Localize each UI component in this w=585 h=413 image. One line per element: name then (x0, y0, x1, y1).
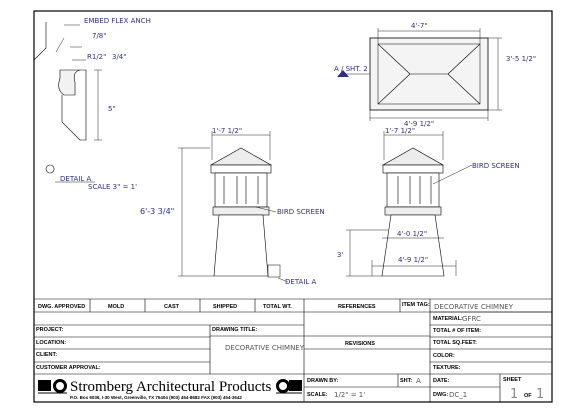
location-label: LOCATION: (36, 340, 67, 346)
texture-label: TEXTURE: (433, 365, 461, 371)
company-address: P.O. Box 6036, I-30 West, Greenville, TX 75404 (903) 454-8682 FAX (903) 454-3642 (70, 395, 242, 400)
side-base-height-dim: 3' (337, 251, 344, 259)
top-base-width-dim: 4'-9 1/2" (404, 120, 435, 128)
front-bird-screen: BIRD SCREEN (277, 208, 325, 216)
drawing-title-label: DRAWING TITLE: (212, 327, 258, 333)
item-tag-value: DECORATIVE CHIMNEY (434, 303, 514, 311)
dwg-value: DC_1 (449, 391, 468, 399)
side-base-width-dim: 4'-9 1/2" (398, 256, 429, 264)
dim-3-4: 3/4" (112, 53, 127, 61)
front-elevation (178, 131, 288, 282)
scale-label: SCALE: (307, 392, 328, 398)
hdr-references: REFERENCES (338, 304, 376, 310)
front-detail-ref: DETAIL A (285, 278, 317, 286)
detail-a-section (34, 22, 102, 182)
drawn-by-label: DRAWN BY: (307, 378, 339, 384)
side-elevation (346, 131, 472, 276)
total-items-label: TOTAL # OF ITEM: (433, 328, 481, 334)
detail-a-scale: SCALE 3" = 1' (88, 183, 138, 191)
color-label: COLOR: (433, 353, 455, 359)
hdr-total-wt: TOTAL WT. (263, 304, 292, 310)
company-name: Stromberg Architectural Products (70, 379, 272, 395)
sheet-label: SHEET (503, 377, 522, 383)
company-logo-right (276, 379, 302, 393)
scale-value: 1/2" = 1' (334, 391, 366, 399)
section-ref: A / SHT. 2 (334, 65, 368, 73)
drawing-title-value: DECORATIVE CHIMNEY (225, 344, 305, 352)
detail-a-title: DETAIL A (60, 175, 92, 183)
company-logo-left (38, 379, 67, 393)
dim-7-8: 7/8" (92, 32, 107, 40)
material-value: GFRC (462, 315, 481, 323)
project-label: PROJECT: (36, 327, 64, 333)
hdr-cast: CAST (164, 304, 179, 310)
of-label: OF (524, 393, 532, 399)
dwg-label: DWG: (433, 392, 449, 398)
total-sqft-label: TOTAL SQ.FEET: (433, 340, 478, 346)
hdr-dwg-approved: DWG. APPROVED (38, 304, 86, 310)
top-depth-dim: 3'-5 1/2" (506, 55, 537, 63)
top-view (337, 28, 502, 121)
hdr-revisions: REVISIONS (345, 341, 375, 347)
side-bird-screen: BIRD SCREEN (472, 162, 520, 170)
dim-r1-2: R1/2" (87, 53, 107, 61)
sheet-number: 1 (510, 387, 519, 402)
client-label: CLIENT: (36, 352, 58, 358)
material-label: MATERIAL: (433, 316, 463, 322)
side-mid-width-dim: 4'-0 1/2" (397, 230, 428, 238)
sht-value: A (416, 377, 421, 385)
hdr-shipped: SHIPPED (213, 304, 238, 310)
customer-approval-label: CUSTOMER APPROVAL: (36, 365, 101, 371)
date-label: DATE: (433, 378, 450, 384)
front-cap-width-dim: 1'-7 1/2" (212, 127, 243, 135)
top-width-dim: 4'-7" (411, 22, 428, 30)
sht-label: SHT: (400, 378, 413, 384)
side-cap-width-dim: 1'-7 1/2" (385, 127, 416, 135)
embed-label: EMBED FLEX ANCH (84, 17, 151, 25)
sheet-total: 1 (536, 387, 545, 402)
dim-5: 5" (108, 105, 116, 113)
hdr-mold: MOLD (108, 304, 125, 310)
front-height-dim: 6'-3 3/4" (140, 207, 175, 216)
hdr-item-tag: ITEM TAG: (402, 302, 430, 308)
